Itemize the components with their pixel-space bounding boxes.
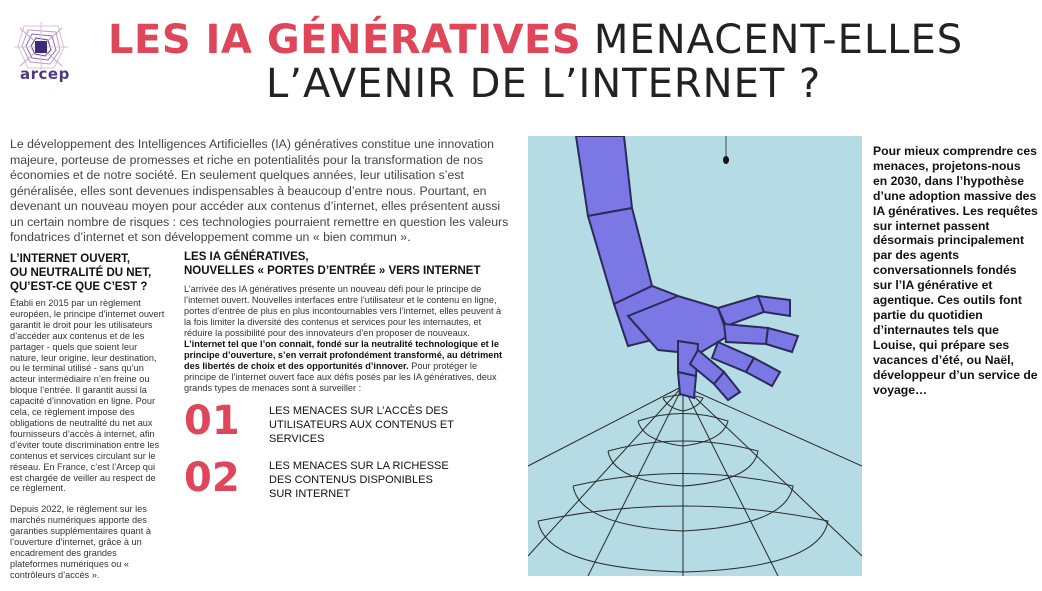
left-heading-line-3: QU’EST-CE QUE C’EST ? <box>10 281 148 293</box>
left-paragraph-2: Depuis 2022, le règlement sur les marchés numériques apporte des garanties supplémentaires quant à l’ouverture d’internet, grâce à un encadrement des grandes plateformes numériques ou « contrôleurs d’accès ». <box>10 504 151 580</box>
threat-number-1: 01 <box>184 398 240 444</box>
left-body <box>10 298 166 591</box>
left-heading-line-1: L’INTERNET OUVERT, <box>10 253 131 265</box>
robot-hand-illustration <box>528 136 862 576</box>
middle-heading <box>184 250 504 278</box>
title-line-2: L’AVENIR DE L’INTERNET ? <box>266 61 822 107</box>
left-heading-line-2: OU NEUTRALITÉ DU NET, <box>10 267 152 279</box>
middle-heading-line-2: NOUVELLES « PORTES D’ENTRÉE » VERS INTERNET <box>184 265 481 277</box>
title-highlight: LES IA GÉNÉRATIVES <box>108 17 582 63</box>
intro-paragraph: Le développement des Intelligences Artificielles (IA) génératives constitue une innovation majeure, porteuse de promesses et riche en potentialités pour la transformation de nos économies et de notre société. En seulement quelques années, leur utilisation s’est généralisée, elles sont devenues indispensables à beaucoup d’entre nous. Pourtant, en devenant un nouveau moyen pour accéder aux contenus d’internet, elles présentent aussi un certain nombre de risques : ces technologies pourraient remettre en question les valeurs fondatrices d’internet et son développement comme un « bien commun ». <box>10 137 509 244</box>
middle-paragraph-start: L’arrivée des IA génératives présente un nouveau défi pour le principe de l’internet ouvert. Nouvelles interfaces entre l’utilisateur et le contenu en ligne, portes d’entrée de plus en plus incontournables vers l’internet, elles peuvent à la fois limiter la diversité des contenus et services pour les internautes, et réduire la possibilité pour des innovateurs d’en proposer de nouveaux. <box>184 284 502 338</box>
middle-body <box>184 284 504 394</box>
threat-text-1: LES MENACES SUR L’ACCÈS DES UTILISATEURS AUX CONTENUS ET SERVICES <box>269 405 454 445</box>
left-paragraph-1: Établi en 2015 par un règlement européen, le principe d’internet ouvert garantit le droit pour les utilisateurs d’accéder aux contenus et de les partager - quels que soient leur nature, leur origine, leur destination, ou le terminal utilisé - sans qu’un acteur intermédiaire n’en freine ou bloque l’entrée. Il garantit aussi la capacité d’innovation en ligne. Pour cela, ce règlement impose des obligations de neutralité du net aux fournisseurs d’accès à internet, afin d’éviter toute discrimination entre les contenus et services circulant sur le réseau. En France, c’est l’Arcep qui est chargée de veiller au respect de ce règlement. <box>10 298 165 494</box>
arcep-logo-text: arcep <box>20 65 70 83</box>
middle-heading-line-1: LES IA GÉNÉRATIVES, <box>184 251 309 263</box>
threat-text-2: LES MENACES SUR LA RICHESSE DES CONTENUS DISPONIBLES SUR INTERNET <box>269 460 449 500</box>
middle-paragraph-end: Pour protéger le principe de l’internet ouvert face aux défis posés par les IA génératives, deux grands types de menaces sont à surveiller : <box>184 361 497 393</box>
robot-hand-web-image <box>528 136 862 576</box>
page-title <box>108 18 1008 106</box>
title-rest: MENACENT-ELLES <box>593 17 964 63</box>
spider-icon <box>723 136 729 164</box>
right-column-text: Pour mieux comprendre ces menaces, projetons-nous en 2030, dans l’hypothèse d’une adoption massive des IA génératives. Les requêtes sur internet passent désormais principalement par des agents conversationnels fondés sur l’IA générative et agentique. Ces outils font partie du quotidien d’internautes tels que Louise, qui prépare ses vacances d’été, ou Naël, développeur d’un service de voyage… <box>873 144 1038 397</box>
middle-paragraph-bold: L’internet tel que l’on connait, fondé sur la neutralité technologique et le principe d’ouverture, s’en verrait profondément transformé, au détriment des libertés de choix et des opportunités d’innover. <box>184 339 503 371</box>
threat-number-2: 02 <box>184 455 240 501</box>
left-heading <box>10 252 170 294</box>
